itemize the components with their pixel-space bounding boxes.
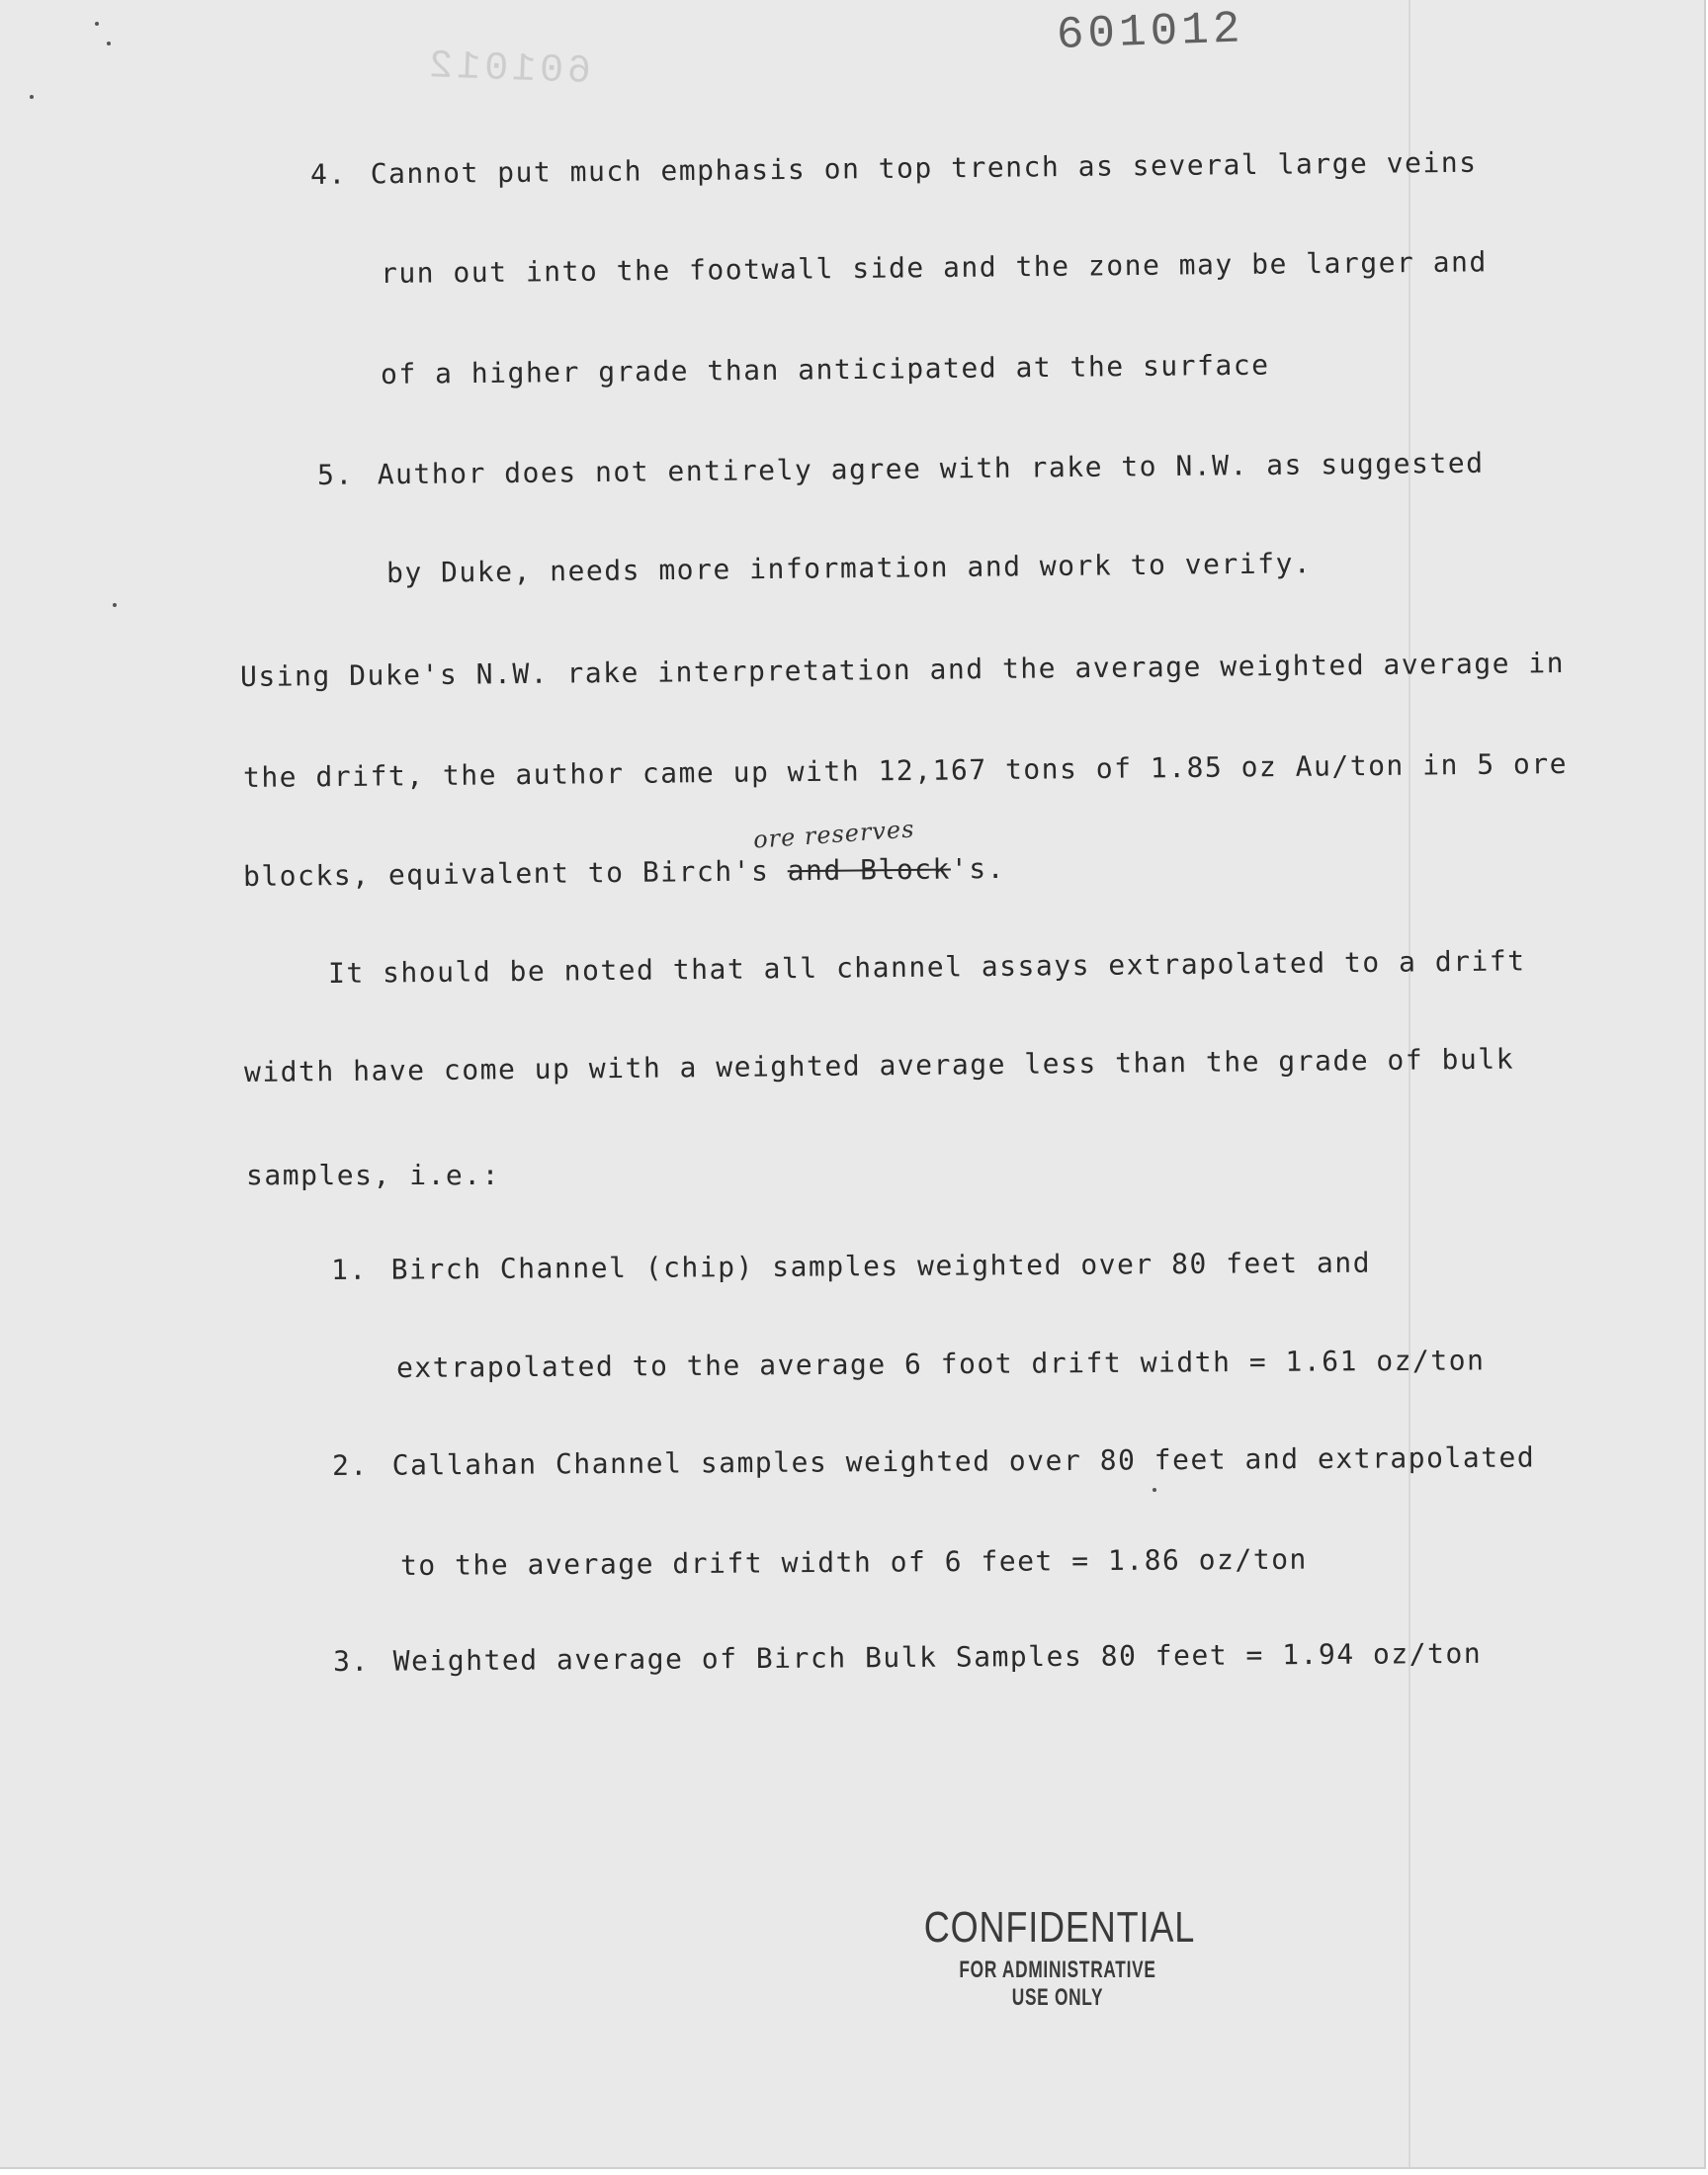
list-item-1-line-2: extrapolated to the average 6 foot drift width = 1.61 oz/ton — [395, 1344, 1486, 1384]
paragraph-1-line-3-start: blocks, equivalent to Birch's — [242, 854, 788, 893]
list-item-1-number: 1. — [330, 1253, 368, 1286]
stamp-subtitle: FOR ADMINISTRATIVE USE ONLY — [959, 1957, 1156, 2011]
paragraph-1-line-3-end: 's. — [950, 851, 1006, 886]
scan-speck — [95, 22, 99, 26]
list-item-3-number: 3. — [332, 1644, 370, 1678]
scan-speck — [113, 603, 117, 607]
stamp-title: CONFIDENTIAL — [923, 1903, 1196, 1952]
list-item-1-line-1 — [331, 1247, 1371, 1286]
list-item-2-line-2: to the average drift width of 6 feet = 1.86 oz/ton — [399, 1542, 1308, 1582]
item-4-line-1 — [310, 146, 1478, 191]
item-5-line-2: by Duke, needs more information and work to verify. — [385, 547, 1313, 589]
paragraph-1-line-1: Using Duke's N.W. rake interpretation and the average weighted average in — [239, 646, 1566, 693]
item-4-line-3: of a higher grade than anticipated at the surface — [380, 348, 1270, 391]
item-text: Birch Channel (chip) samples weighted over 80 feet and — [390, 1246, 1372, 1286]
list-item-2-number: 2. — [331, 1448, 369, 1482]
struck-out-text: and Block — [787, 852, 952, 888]
item-5-line-1 — [317, 447, 1485, 491]
scan-speck — [30, 95, 34, 99]
bleed-through-page-number: 601012 — [424, 44, 592, 95]
paragraph-2-line-2: width have come up with a weighted average less than the grade of bulk — [243, 1042, 1515, 1088]
item-5-number: 5. — [316, 458, 354, 491]
scan-speck — [1153, 1488, 1156, 1492]
page-edge-line — [1409, 0, 1410, 2167]
item-text: Cannot put much emphasis on top trench as several large veins — [370, 145, 1478, 191]
confidential-stamp — [895, 1903, 1221, 2012]
handwritten-insertion: ore reserves — [752, 815, 916, 854]
paragraph-2-line-3: samples, i.e.: — [246, 1159, 501, 1191]
item-4-line-2: run out into the footwall side and the zone may be larger and — [380, 245, 1488, 290]
paragraph-1-line-2: the drift, the author came up with 12,167 tons of 1.85 oz Au/ton in 5 ore — [242, 746, 1569, 794]
item-text: Author does not entirely agree with rake to N.W. as suggested — [377, 446, 1485, 491]
paragraph-2-line-1: It should be noted that all channel assays extrapolated to a drift — [327, 944, 1526, 990]
page-number: 601012 — [1056, 3, 1245, 61]
list-item-2-line-1 — [332, 1441, 1535, 1482]
item-text: Callahan Channel samples weighted over 80 feet and extrapolated — [391, 1440, 1536, 1482]
scan-speck — [107, 42, 111, 45]
item-4-number: 4. — [309, 157, 347, 191]
list-item-3-line-1 — [333, 1637, 1482, 1678]
paragraph-1-line-3 — [243, 852, 1005, 893]
item-text: Weighted average of Birch Bulk Samples 80 feet = 1.94 oz/ton — [392, 1636, 1483, 1678]
